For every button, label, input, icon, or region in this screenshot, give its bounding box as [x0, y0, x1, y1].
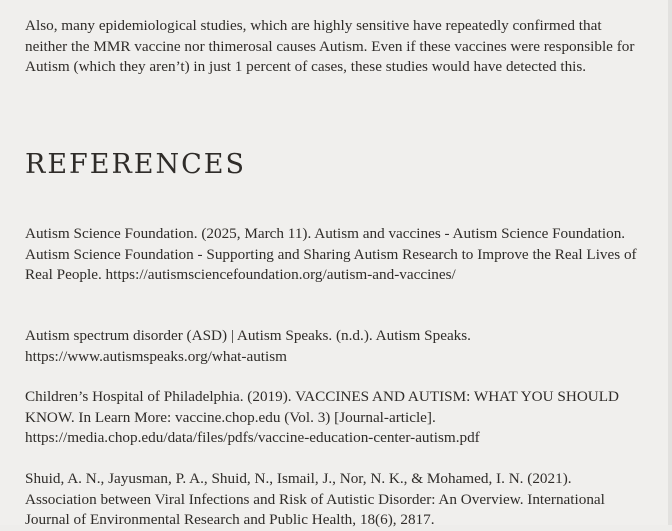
reference-entry: Shuid, A. N., Jayusman, P. A., Shuid, N., Ismail, J., Nor, N. K., & Mohamed, I. N. (2021). Association between Viral Infections and Risk of Autistic Disorder: An Overview. International Journal of Environmental Research and Public Health, 18(6), 2817. — [25, 470, 605, 529]
reference-entry: Autism spectrum disorder (ASD) | Autism Speaks. (n.d.). Autism Speaks. https://www.autismspeaks.org/what-autism — [25, 327, 471, 365]
reference-entry: Children’s Hospital of Philadelphia. (2019). VACCINES AND AUTISM: WHAT YOU SHOULD KNOW. In Learn More: vaccine.chop.edu (Vol. 3) [Journal-article]. https://media.chop.edu/data/files/pdfs/vaccine-education-center-autism.pdf — [25, 388, 619, 447]
references-heading: REFERENCES — [25, 149, 247, 180]
intro-paragraph: Also, many epidemiological studies, which are highly sensitive have repeatedly confirmed that neither the MMR vaccine nor thimerosal causes Autism. Even if these vaccines were responsible for Autism (which they aren’t) in just 1 percent of cases, these studies would have detected this. — [25, 17, 635, 76]
page-edge — [668, 0, 672, 525]
reference-entry: Autism Science Foundation. (2025, March 11). Autism and vaccines - Autism Science Foundation. Autism Science Foundation - Supporting and Sharing Autism Research to Improve the Real Lives of Real People. https://autismsciencefoundation.org/autism-and-vaccines/ — [25, 225, 637, 284]
